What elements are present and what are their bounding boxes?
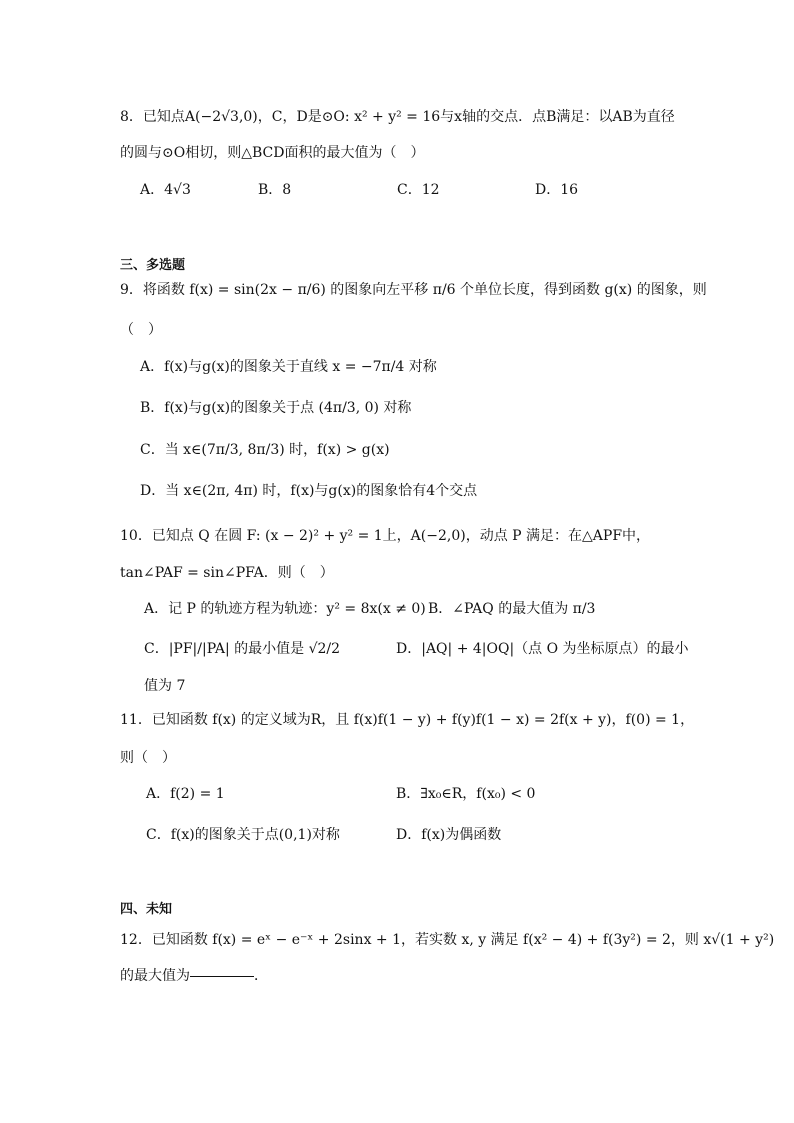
q12-line1: 12．已知函数 f(x) = eˣ − e⁻ˣ + 2sinx + 1，若实数 x, y 满足 f(x² − 4) + f(3y²) = 2，则 x√(1 + y²) <box>120 932 775 948</box>
q9-option-d: D．当 x∈(2π, 4π) 时，f(x)与g(x)的图象恰有4个交点 <box>140 483 478 499</box>
q9-line2: （ ） <box>120 322 162 338</box>
q10-option-b: B．∠PAQ 的最大值为 π/3 <box>428 601 596 617</box>
q9-option-c: C．当 x∈(7π/3, 8π/3) 时，f(x) > g(x) <box>140 442 390 458</box>
q10-line2: tan∠PAF = sin∠PFA．则（ ） <box>120 565 334 581</box>
q8-line2: 的圆与⊙O相切，则△BCD面积的最大值为（ ） <box>120 145 425 161</box>
q10-option-d: D．|AQ| + 4|OQ|（点 O 为坐标原点）的最小 <box>396 641 689 657</box>
q10-line1: 10．已知点 Q 在圆 F: (x − 2)² + y² = 1上，A(−2,0)，动点 P 满足：在△APF中， <box>120 528 651 544</box>
q10-option-a: A．记 P 的轨迹方程为轨迹：y² = 8x(x ≠ 0) <box>144 601 426 617</box>
q8-option-b: B．8 <box>258 182 292 198</box>
q8-line1: 8．已知点A(−2√3,0)，C，D是⊙O: x² + y² = 16与x轴的交点．点B满足：以AB为直径 <box>120 109 675 125</box>
answer-blank <box>190 976 254 977</box>
q8-option-a: A．4√3 <box>140 182 191 198</box>
q11-option-a: A．f(2) = 1 <box>146 786 225 802</box>
q10-option-c: C．|PF|/|PA| 的最小值是 √2/2 <box>144 641 341 657</box>
q12-line2-text: 的最大值为 <box>120 968 190 984</box>
q10-option-d-cont: 值为 7 <box>144 678 186 694</box>
q11-option-d: D．f(x)为偶函数 <box>396 827 502 843</box>
q9-option-a: A．f(x)与g(x)的图象关于直线 x = −7π/4 对称 <box>140 359 437 375</box>
q12-line2 <box>120 966 268 986</box>
q9-option-b: B．f(x)与g(x)的图象关于点 (4π/3, 0) 对称 <box>140 400 412 416</box>
q11-option-b: B．∃x₀∈R，f(x₀) < 0 <box>396 786 536 802</box>
q11-option-c: C．f(x)的图象关于点(0,1)对称 <box>146 827 340 843</box>
q8-option-d: D．16 <box>535 182 579 198</box>
section-heading-3: 三、多选题 <box>120 258 186 273</box>
q11-line1: 11．已知函数 f(x) 的定义域为R，且 f(x)f(1 − y) + f(y)f(1 − x) = 2f(x + y)，f(0) = 1， <box>120 712 695 728</box>
section-heading-4: 四、未知 <box>120 902 173 917</box>
q8-option-c: C．12 <box>397 182 440 198</box>
q9-line1: 9．将函数 f(x) = sin(2x − π/6) 的图象向左平移 π/6 个单位长度，得到函数 g(x) 的图象，则 <box>120 282 707 298</box>
q12-line2-end: ． <box>254 968 268 984</box>
q11-line2: 则（ ） <box>120 750 176 766</box>
